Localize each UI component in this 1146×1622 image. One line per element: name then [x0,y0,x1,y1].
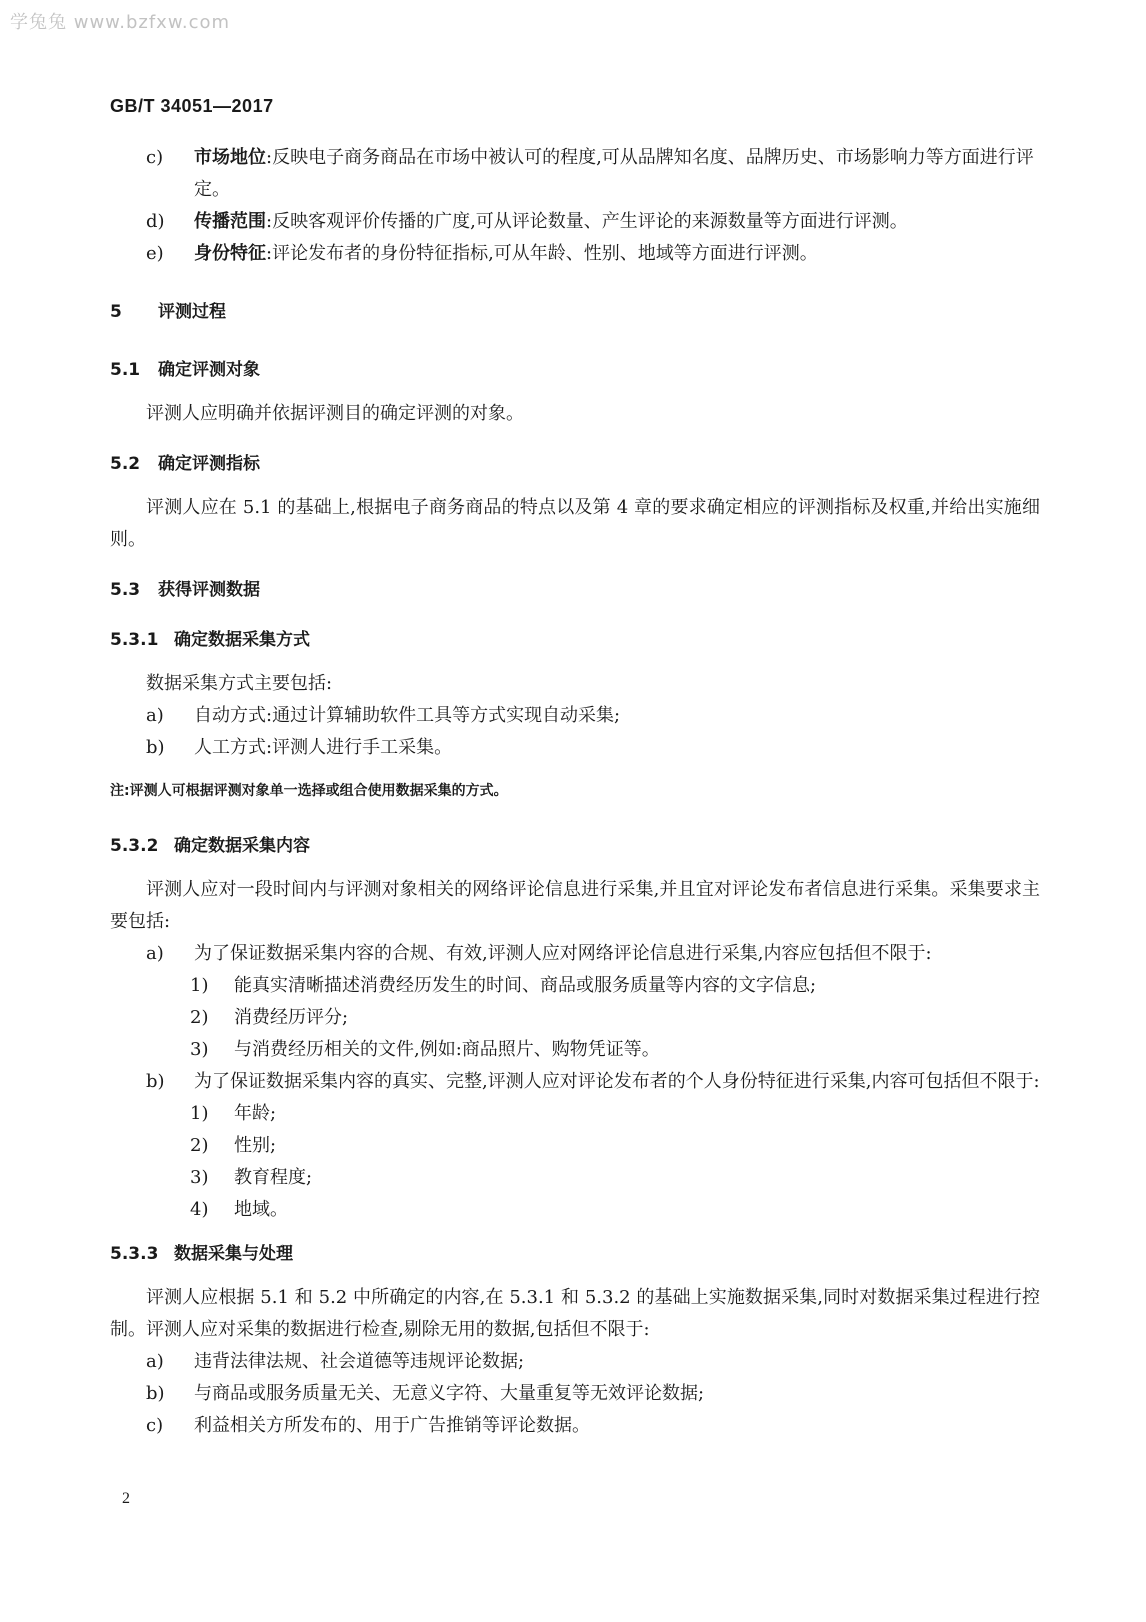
item-text: :评论发布者的身份特征指标,可从年龄、性别、地域等方面进行评测。 [266,243,818,264]
item-label: e) [146,243,164,264]
list-item [110,1378,1040,1410]
item-label: a) [146,1351,164,1372]
section-heading [110,448,1040,480]
item-text: 性别; [234,1135,277,1156]
item-label: 2) [190,1007,209,1028]
item-label: b) [146,1071,165,1092]
standard-code: GB/T 34051—2017 [110,96,274,116]
item-label: c) [146,147,164,168]
item-text: 消费经历评分; [234,1007,349,1028]
sub-list-item [110,1034,1040,1066]
item-label: 3) [190,1039,209,1060]
item-term: 市场地位 [194,147,266,168]
item-text: 地域。 [234,1199,288,1220]
section-number: 5.3.2 [110,836,159,856]
sub-list-item [110,1098,1040,1130]
sub-list-item [110,1162,1040,1194]
paragraph: 评测人应在 5.1 的基础上,根据电子商务商品的特点以及第 4 章的要求确定相应的评测指标及权重,并给出实施细则。 [110,497,1040,550]
item-text: 违背法律法规、社会道德等违规评论数据; [194,1351,525,1372]
paragraph: 评测人应明确并依据评测目的确定评测的对象。 [146,403,524,424]
item-label: 1) [190,1103,209,1124]
list-item [110,732,1040,764]
section-title: 确定数据采集方式 [174,630,310,650]
item-text: 年龄; [234,1103,277,1124]
sub-list-item [110,1002,1040,1034]
section-heading [110,624,1040,656]
item-text: 与商品或服务质量无关、无意义字符、大量重复等无效评论数据; [194,1383,705,1404]
item-text: :反映客观评价传播的广度,可从评论数量、产生评论的来源数量等方面进行评测。 [266,211,908,232]
paragraph: 评测人应根据 5.1 和 5.2 中所确定的内容,在 5.3.1 和 5.3.2 的基础上实施数据采集,同时对数据采集过程进行控制。评测人应对采集的数据进行检查,剔除无用的数据,包括但不限于: [110,1287,1040,1340]
section-number: 5.3 [110,580,141,600]
item-label: b) [146,737,165,758]
section-title: 数据采集与处理 [174,1244,293,1264]
section-title: 确定评测指标 [158,454,260,474]
item-label: c) [146,1415,164,1436]
item-label: 4) [190,1199,209,1220]
item-text: 为了保证数据采集内容的真实、完整,评测人应对评论发布者的个人身份特征进行采集,内容可包括但不限于: [194,1071,1040,1092]
item-term: 传播范围 [194,211,266,232]
note: 注:评测人可根据评测对象单一选择或组合使用数据采集的方式。 [110,783,508,799]
item-label: d) [146,211,165,232]
page-number: 2 [122,1490,130,1507]
item-label: 3) [190,1167,209,1188]
item-label: 1) [190,975,209,996]
item-label: 2) [190,1135,209,1156]
list-item [110,938,1040,970]
section-title: 获得评测数据 [158,580,260,600]
item-text: 利益相关方所发布的、用于广告推销等评论数据。 [194,1415,590,1436]
item-term: 身份特征 [194,243,266,264]
list-item [110,1410,1040,1442]
item-text: 为了保证数据采集内容的合规、有效,评测人应对网络评论信息进行采集,内容应包括但不限于: [194,943,932,964]
paragraph: 数据采集方式主要包括: [146,673,333,694]
section-title: 评测过程 [158,302,226,322]
list-item [110,142,1040,206]
item-label: a) [146,943,164,964]
item-text: 教育程度; [234,1167,313,1188]
list-item [110,238,1040,270]
sub-list-item [110,1130,1040,1162]
section-number: 5.3.1 [110,630,159,650]
section-heading [110,354,1040,386]
item-text: 自动方式:通过计算辅助软件工具等方式实现自动采集; [194,705,621,726]
item-text: :反映电子商务商品在市场中被认可的程度,可从品牌知名度、品牌历史、市场影响力等方面进行评定。 [194,147,1034,200]
item-label: b) [146,1383,165,1404]
list-item [110,1066,1040,1098]
section-heading [110,830,1040,862]
section-number: 5.1 [110,360,141,380]
list-item [110,206,1040,238]
sub-list-item [110,970,1040,1002]
sub-list-item [110,1194,1040,1226]
section-title: 确定评测对象 [158,360,260,380]
section-title: 确定数据采集内容 [174,836,310,856]
section-number: 5.2 [110,454,141,474]
paragraph: 评测人应对一段时间内与评测对象相关的网络评论信息进行采集,并且宜对评论发布者信息进行采集。采集要求主要包括: [110,879,1040,932]
list-item [110,1346,1040,1378]
section-heading [110,574,1040,606]
item-label: a) [146,705,164,726]
item-text: 能真实清晰描述消费经历发生的时间、商品或服务质量等内容的文字信息; [234,975,817,996]
watermark: 学兔兔 www.bzfxw.com [10,12,231,33]
section-heading [110,296,1040,328]
list-item [110,700,1040,732]
document-body [110,142,1040,1442]
section-number: 5 [110,302,122,322]
item-text: 人工方式:评测人进行手工采集。 [194,737,453,758]
section-number: 5.3.3 [110,1244,159,1264]
section-heading [110,1238,1040,1270]
item-text: 与消费经历相关的文件,例如:商品照片、购物凭证等。 [234,1039,660,1060]
